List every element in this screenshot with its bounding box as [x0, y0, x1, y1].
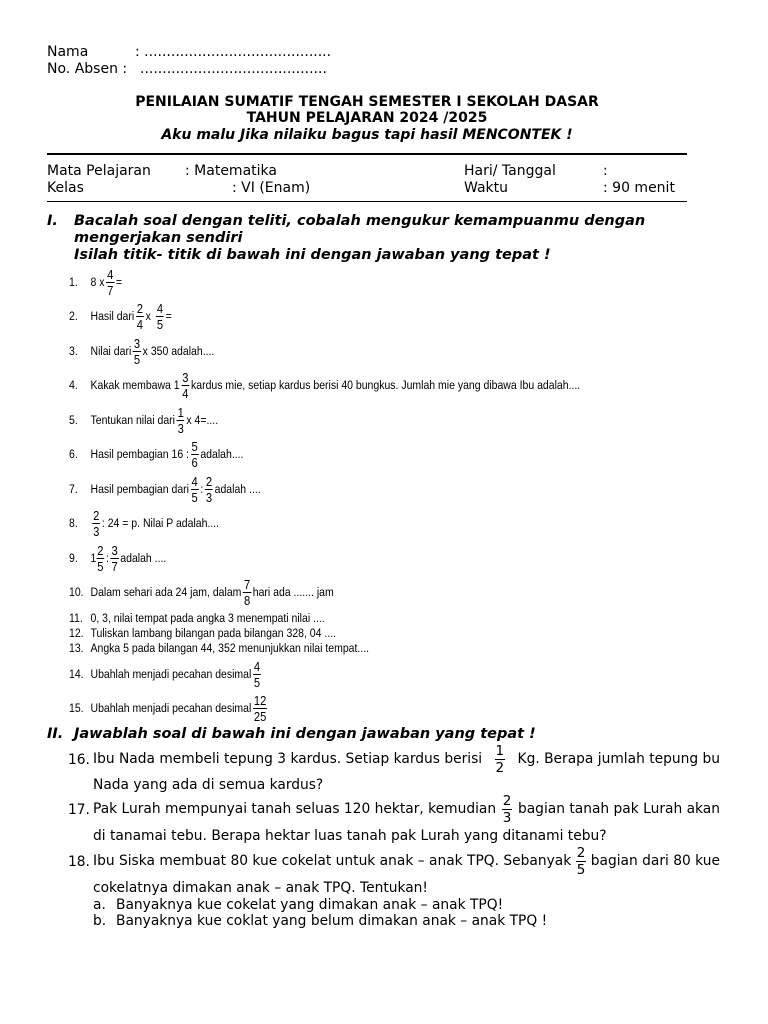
numerator: 4	[253, 658, 261, 674]
question-number: 15.	[69, 701, 84, 715]
question-4	[69, 368, 580, 402]
question-7	[69, 472, 261, 506]
essay-text: Ibu Nada membeli tepung 3 kardus. Setiap kardus berisi	[93, 751, 483, 767]
numerator: 3	[133, 335, 141, 351]
mapel-value: : Matematika	[185, 163, 277, 179]
denominator: 3	[93, 523, 100, 539]
question-11	[69, 611, 325, 625]
fraction	[243, 578, 251, 607]
question-text: Ubahlah menjadi pecahan desimal	[90, 667, 252, 681]
fraction	[191, 440, 199, 469]
question-text: Angka 5 pada bilangan 44, 352 menunjukkan nilai tempat....	[90, 641, 370, 655]
info-divider	[47, 201, 687, 202]
question-text: kardus mie, setiap kardus berisi 40 bungkus. Jumlah mie yang dibawa Ibu adalah....	[191, 378, 581, 392]
fraction	[253, 660, 261, 689]
question-text: Tuliskan lambang bilangan pada bilangan 328, 04 ....	[90, 626, 337, 640]
question-text: =	[115, 275, 122, 289]
denominator: 7	[107, 282, 114, 298]
question-text: adalah ....	[214, 482, 261, 496]
numerator: 1	[177, 404, 184, 420]
question-number: 11.	[69, 611, 83, 625]
question-number: 4.	[69, 378, 78, 392]
section1-line1-text: Bacalah soal dengan teliti, cobalah mengukur kemampuanmu dengan	[74, 213, 646, 229]
fraction	[106, 268, 114, 297]
fraction	[136, 302, 144, 331]
question-text: :	[105, 551, 109, 565]
fraction	[92, 509, 100, 538]
denominator: 25	[253, 708, 267, 724]
denominator: 5	[576, 861, 586, 878]
mapel-label: Mata Pelajaran	[47, 163, 151, 179]
question-number: 7.	[69, 482, 78, 496]
question-number: 9.	[69, 551, 78, 565]
question-number: 5.	[69, 413, 78, 427]
fraction	[181, 371, 189, 400]
question-number: 12.	[69, 626, 84, 640]
question-text: hari ada ....... jam	[252, 585, 334, 599]
numerator: 2	[97, 542, 104, 558]
question-number: 14.	[69, 667, 84, 681]
denominator: 3	[177, 420, 184, 436]
question-text: Hasil dari	[90, 309, 135, 323]
fraction	[576, 846, 587, 877]
question-14	[69, 657, 263, 691]
section1-roman: I.	[47, 213, 58, 229]
numerator: 4	[191, 473, 198, 489]
fraction	[495, 744, 506, 775]
denominator: 3	[205, 489, 213, 505]
question-text: adalah....	[200, 447, 244, 461]
question-3	[69, 334, 214, 368]
numerator: 2	[502, 792, 512, 809]
question-text: adalah ....	[120, 551, 167, 565]
question-number: 3.	[69, 344, 78, 358]
numerator: 3	[182, 369, 189, 385]
exam-year: TAHUN PELAJARAN 2024 /2025	[246, 110, 488, 126]
section1-instruction-line1	[74, 213, 720, 229]
essay-16-line1	[93, 743, 720, 775]
numerator: 7	[243, 576, 251, 592]
question-text: Kakak membawa 1	[90, 378, 180, 392]
denominator: 5	[253, 674, 261, 690]
question-text: Ubahlah menjadi pecahan desimal	[90, 701, 252, 715]
section2-roman: II.	[47, 726, 64, 742]
denominator: 3	[502, 809, 512, 826]
section2-heading: Jawablah soal di bawah ini dengan jawaban yang tepat !	[74, 726, 536, 742]
question-15	[69, 691, 269, 725]
denominator: 5	[133, 351, 141, 367]
fraction	[111, 544, 119, 573]
essay-18-line1	[93, 845, 720, 877]
question-text: x	[145, 309, 151, 323]
question-text: 0, 3, nilai tempat pada angka 3 menempati nilai ....	[90, 611, 325, 625]
essay-17-number: 17.	[68, 802, 90, 818]
question-number: 10.	[69, 585, 84, 599]
kelas-value: : VI (Enam)	[232, 180, 311, 196]
waktu-label: Waktu	[464, 180, 508, 196]
question-text: :	[200, 482, 204, 496]
denominator: 6	[191, 454, 198, 470]
denominator: 8	[243, 592, 251, 608]
question-1	[69, 265, 122, 299]
question-text: 1	[90, 551, 97, 565]
denominator: 2	[495, 759, 505, 776]
essay-16-number: 16.	[68, 752, 90, 768]
question-13	[69, 641, 369, 655]
question-number: 13.	[69, 641, 84, 655]
essay-18b-text: Banyaknya kue coklat yang belum dimakan anak – anak TPQ !	[116, 913, 548, 929]
essay-text: Pak Lurah mempunyai tanah seluas 120 hektar, kemudian	[93, 801, 497, 817]
nama-label: Nama	[47, 44, 89, 60]
fraction	[502, 794, 513, 825]
essay-17-line1	[93, 793, 720, 825]
question-text: Hasil pembagian dari	[90, 482, 189, 496]
question-text: x 350 adalah....	[142, 344, 215, 358]
question-number: 1.	[69, 275, 78, 289]
numerator: 3	[111, 542, 118, 558]
essay-18-number: 18.	[68, 854, 90, 870]
denominator: 4	[136, 316, 144, 332]
top-divider	[47, 153, 687, 155]
essay-text: Ibu Siska membuat 80 kue cokelat untuk anak – anak TPQ. Sebanyak	[93, 853, 572, 869]
absen-label: No. Absen :	[47, 61, 128, 77]
essay-18-line2: cokelatnya dimakan anak – anak TPQ. Tentukan!	[93, 880, 428, 896]
numerator: 4	[156, 300, 164, 316]
essay-text: bagian dari 80 kue	[590, 853, 720, 869]
hari-value: :	[603, 163, 608, 179]
essay-text: Kg. Berapa jumlah tepung bu	[517, 751, 720, 767]
question-text: =	[165, 309, 172, 323]
numerator: 1	[495, 742, 505, 759]
exam-title: PENILAIAN SUMATIF TENGAH SEMESTER I SEKOLAH DASAR	[135, 94, 599, 110]
denominator: 5	[156, 316, 164, 332]
denominator: 5	[97, 558, 104, 574]
exam-motto: Aku malu Jika nilaiku bagus tapi hasil MENCONTEK !	[161, 127, 573, 143]
question-5	[69, 403, 218, 437]
fraction	[253, 694, 267, 723]
question-text: : 24 = p. Nilai P adalah....	[101, 516, 220, 530]
kelas-label: Kelas	[47, 180, 84, 196]
fraction	[191, 475, 199, 504]
fraction	[133, 337, 141, 366]
absen-field[interactable]: ..........................................	[140, 61, 327, 77]
denominator: 5	[191, 489, 198, 505]
question-number: 6.	[69, 447, 78, 461]
question-10	[69, 575, 334, 609]
fraction	[177, 406, 185, 435]
fraction	[156, 302, 164, 331]
question-text: Dalam sehari ada 24 jam, dalam	[90, 585, 242, 599]
question-text: Hasil pembagian 16 :	[90, 447, 189, 461]
section1-instruction-line3: Isilah titik- titik di bawah ini dengan jawaban yang tepat !	[74, 247, 551, 263]
essay-18b-label: b.	[93, 913, 107, 929]
fraction	[205, 475, 213, 504]
question-9	[69, 541, 166, 575]
numerator: 12	[253, 692, 267, 708]
essay-18a-label: a.	[93, 897, 106, 913]
essay-text: bagian tanah pak Lurah akan	[517, 801, 720, 817]
question-text: 8 x	[90, 275, 105, 289]
question-6	[69, 437, 243, 471]
essay-17-line2: di tanamai tebu. Berapa hektar luas tanah pak Lurah yang ditanami tebu?	[93, 828, 607, 844]
question-number: 8.	[69, 516, 78, 530]
question-text: x 4=....	[186, 413, 219, 427]
waktu-value: : 90 menit	[603, 180, 675, 196]
numerator: 2	[93, 507, 100, 523]
denominator: 7	[111, 558, 118, 574]
denominator: 4	[182, 385, 189, 401]
section1-instruction-line2: mengerjakan sendiri	[74, 230, 243, 246]
numerator: 2	[205, 473, 213, 489]
question-2	[69, 299, 172, 333]
numerator: 2	[136, 300, 144, 316]
numerator: 5	[191, 438, 198, 454]
essay-16-line2: Nada yang ada di semua kardus?	[93, 777, 324, 793]
question-12	[69, 626, 336, 640]
hari-label: Hari/ Tanggal	[464, 163, 556, 179]
question-text: Nilai dari	[90, 344, 132, 358]
nama-field[interactable]: : ..........................................	[135, 44, 332, 60]
numerator: 4	[107, 266, 114, 282]
fraction	[96, 544, 104, 573]
question-8	[69, 506, 219, 540]
question-number: 2.	[69, 309, 78, 323]
question-text: Tentukan nilai dari	[90, 413, 175, 427]
essay-18a-text: Banyaknya kue cokelat yang dimakan anak – anak TPQ!	[116, 897, 504, 913]
numerator: 2	[576, 844, 586, 861]
